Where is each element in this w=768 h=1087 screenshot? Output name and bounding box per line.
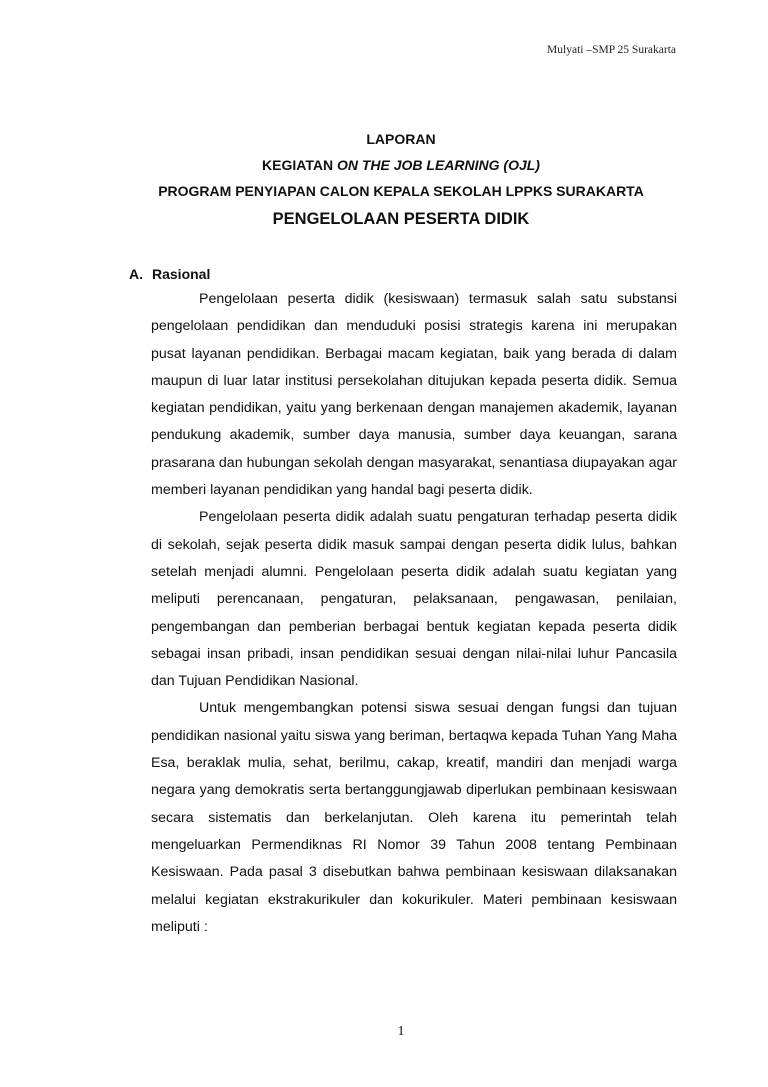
topic-title: PENGELOLAAN PESERTA DIDIK xyxy=(272,210,530,228)
program-title: PROGRAM PENYIAPAN CALON KEPALA SEKOLAH LPPKS SURAKARTA xyxy=(158,183,644,199)
report-label: LAPORAN xyxy=(366,131,436,147)
paragraph-1: Pengelolaan peserta didik (kesiswaan) termasuk salah satu substansi pengelolaan pendidikan dan menduduki posisi strategis karena ini merupakan pusat layanan pendidikan. Berbagai macam kegiatan, baik yang berada di dalam maupun di luar latar institusi persekolahan ditujukan kepada peserta didik. Semua kegiatan pendidikan, yaitu yang berkenaan dengan manajemen akademik, layanan pendukung akademik, sumber daya manusia, sumber daya keuangan, sarana prasarana dan hubungan sekolah dengan masyarakat, senantiasa diupayakan agar memberi layanan pendidikan yang handal bagi peserta didik. xyxy=(151,291,677,499)
section-name: Rasional xyxy=(152,266,211,282)
activity-title xyxy=(100,152,702,178)
paragraph-3: Untuk mengembangkan potensi siswa sesuai dengan fungsi dan tujuan pendidikan nasional yaitu siswa yang beriman, bertaqwa kepada Tuhan Yang Maha Esa, beraklak mulia, sehat, berilmu, cakap, kreatif, mandiri dan menjadi warga negara yang demokratis serta bertanggungjawab diperlukan pembinaan kesiswaan secara sistematis dan berkelanjutan. Oleh karena itu pemerintah telah mengeluarkan Permendiknas RI Nomor 39 Tahun 2008 tentang Pembinaan Kesiswaan. Pada pasal 3 disebutkan bahwa pembinaan kesiswaan dilaksanakan melalui kegiatan ekstrakurikuler dan kokurikuler. Materi pembinaan kesiswaan meliputi : xyxy=(151,700,677,935)
paragraph-2: Pengelolaan peserta didik adalah suatu pengaturan terhadap peserta didik di sekolah, sejak peserta didik masuk sampai dengan peserta didik lulus, bahkan setelah menjadi alumni. Pengelolaan peserta didik adalah suatu kegiatan yang meliputi perencanaan, pengaturan, pelaksanaan, pengawasan, penilaian, pengembangan dan pemberian berbagai bentuk kegiatan kepada peserta didik sebagai insan pribadi, insan pendidikan sesuai dengan nilai-nilai luhur Pancasila dan Tujuan Pendidikan Nasional. xyxy=(151,509,677,690)
section-letter: A. xyxy=(129,266,143,282)
activity-italic: ON THE JOB LEARNING (OJL) xyxy=(336,157,540,173)
page-number: 1 xyxy=(397,1024,405,1039)
body-text xyxy=(151,286,677,941)
title-block xyxy=(100,126,702,234)
running-header: Mulyati –SMP 25 Surakarta xyxy=(547,44,676,56)
activity-prefix: KEGIATAN xyxy=(262,157,337,173)
